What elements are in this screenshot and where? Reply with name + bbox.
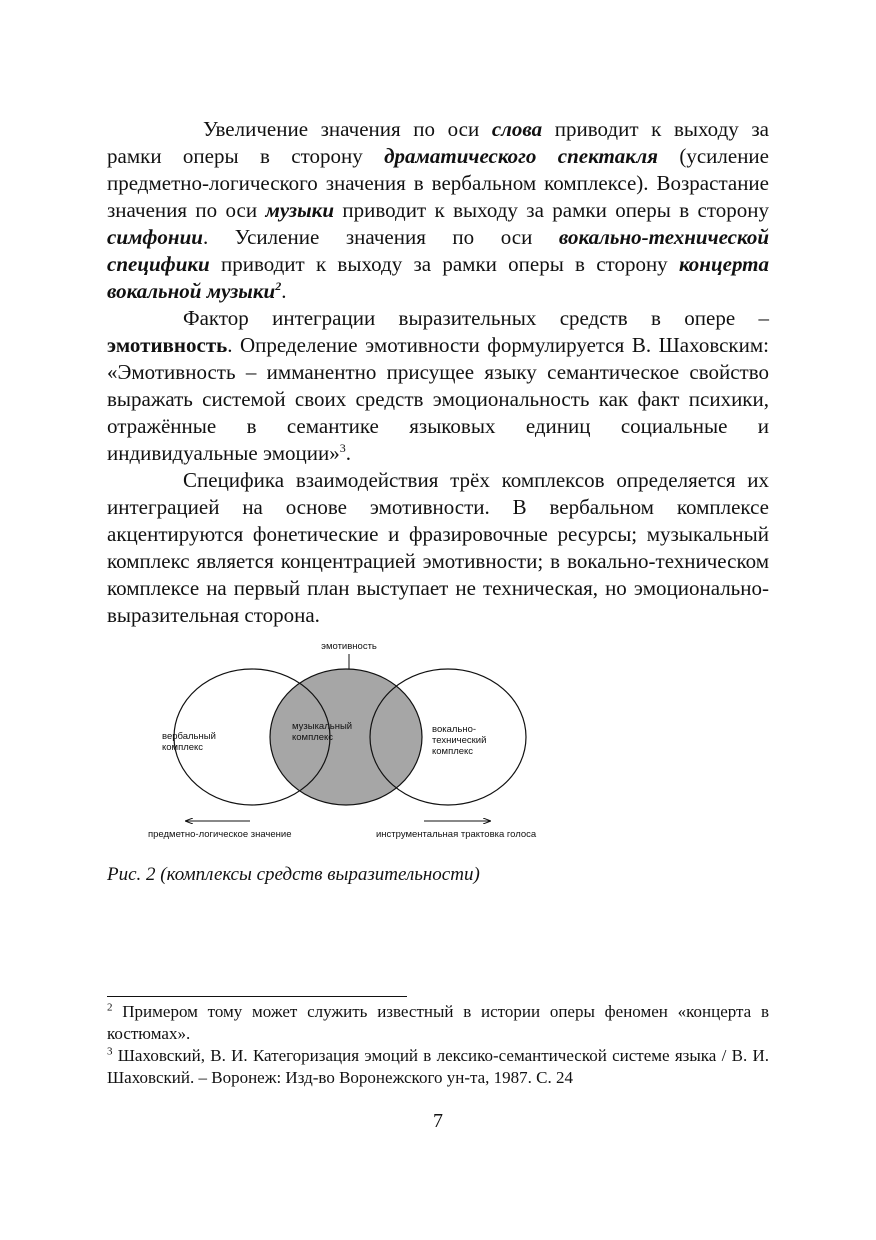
emphasis-emotivity: эмотивность [107, 333, 228, 357]
music-label-line1: музыкальный [292, 721, 353, 732]
right-axis-label: инструментальная трактовка голоса [376, 829, 537, 840]
footnotes [107, 1001, 769, 1089]
emotivity-label: эмотивность [321, 641, 377, 652]
music-label-line2: комплекс [292, 732, 334, 743]
footnote-ref-2[interactable]: 2 [275, 279, 282, 293]
left-axis-label: предметно-логическое значение [148, 829, 292, 840]
emphasis-music: музыки [265, 198, 335, 222]
emphasis-word: слова [491, 117, 543, 141]
paragraph-2: Фактор интеграции выразительных средств в опере – эмотивность. Определение эмотивности формулируется В. Шаховским: «Эмотивность – имманентно присущее языку семантическое свойство выражать системой своих средств эмоциональность как факт психики, отражённые в семантике языковых единиц социальные и индивидуальные эмоции»$^3$. [107, 306, 769, 465]
figure-caption: Рис. 2 (комплексы средств выразительности) [107, 864, 480, 885]
paragraph-1: Увеличение значения по оси слова приводит к выходу за рамки оперы в сторону драматического спектакля (усиление предметно-логического значения в вербальном комплексе). Возрастание значения по оси музыки приводит к выходу за рамки оперы в сторону симфонии. Усиление значения по оси вокально-технической специфики приводит к выходу за рамки оперы в сторону концерта вокальной музыки$^2$. [107, 117, 769, 303]
footnote-ref-3[interactable]: 3 [339, 441, 346, 455]
emphasis-symphony: симфонии [107, 225, 203, 249]
verbal-label-line2: комплекс [162, 742, 204, 753]
venn-diagram [140, 630, 610, 850]
footnote-3: $^3$ Шаховский, В. И. Категоризация эмоций в лексико-семантической системе языка / В. И. Шаховский. – Воронеж: Изд-во Воронежского ун-та, 1987. С. 24 [107, 1045, 769, 1087]
emphasis-concert: концерта вокальной музыки [107, 252, 769, 303]
emphasis-vocal-technical: вокально-технической специфики [107, 225, 769, 276]
verbal-label-line1: вербальный [162, 731, 216, 742]
vocal-label-line1: вокально- [432, 724, 477, 735]
footnote-separator [107, 996, 407, 997]
footnote-2: $^2$ Примером тому может служить известный в истории оперы феномен «концерта в костюмах». [107, 1001, 769, 1043]
body-text [107, 116, 769, 629]
page-number: 7 [433, 1110, 443, 1132]
emphasis-drama: драматического спектакля [384, 144, 658, 168]
vocal-label-line2: технический [432, 735, 487, 746]
paragraph-3: Специфика взаимодействия трёх комплексов определяется их интеграцией на основе эмотивности. В вербальном комплексе акцентируются фонетические и фразировочные ресурсы; музыкальный комплекс является концентрацией эмотивности; в вокально-техническом комплексе на первый план выступает не техническая, но эмоционально-выразительная сторона. [107, 468, 769, 627]
vocal-label-line3: комплекс [432, 746, 474, 757]
